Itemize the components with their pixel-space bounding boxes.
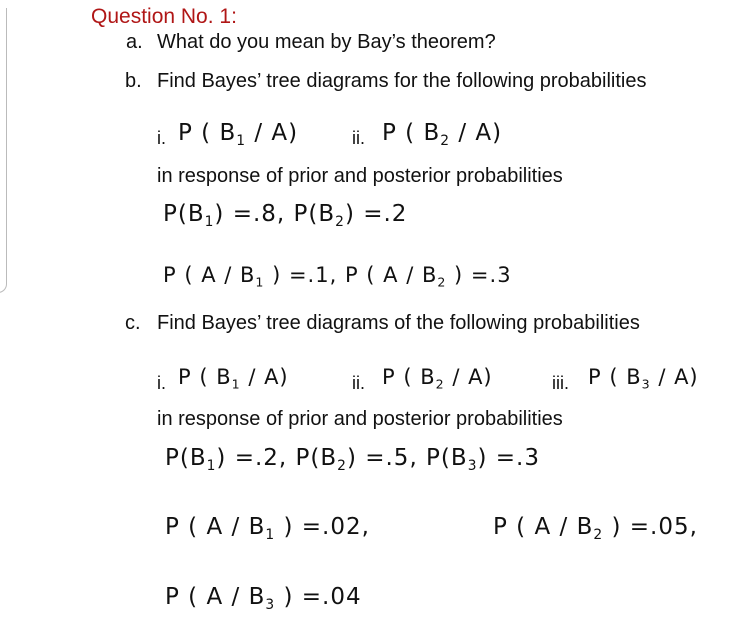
c-part-i-marker: i. [157, 373, 166, 393]
b-part-ii-marker: ii. [352, 128, 365, 148]
c-context: in response of prior and posterior probabilities [157, 408, 563, 430]
item-a-text: What do you mean by Bay’s theorem? [157, 31, 496, 53]
b-part-i-expr: P ( $B_1 / A$) [178, 120, 299, 149]
b-part-i-marker: i. [157, 128, 166, 148]
item-b-marker: b. [125, 70, 142, 92]
c-part-iii-marker: iii. [552, 373, 569, 393]
item-b-text: Find Bayes’ tree diagrams for the following probabilities [157, 70, 647, 92]
item-c-marker: c. [125, 312, 141, 334]
c-priors: $P(B_1) =.2$, $P(B_2) =.5$, $P(B_3) =.3$ [165, 445, 540, 474]
item-c-text: Find Bayes’ tree diagrams of the following probabilities [157, 312, 640, 334]
b-likelihoods: P ( A / $B_1$ ) =.1, P ( A / $B_2$ ) =.3 [163, 263, 512, 290]
question-title: Question No. 1: [91, 5, 237, 28]
c-part-iii-expr: P ( $B_3 / A$) [588, 365, 699, 392]
b-context: in response of prior and posterior probabilities [157, 165, 563, 187]
c-likelihood-2: P ( A / $B_2$ ) =.05, [493, 514, 698, 543]
c-part-i-expr: P ( $B_1 / A$) [178, 365, 289, 392]
b-priors: $P(B_1) =.8$, $P(B_2) =.2$ [163, 201, 408, 230]
item-a-marker: a. [126, 31, 143, 53]
c-likelihood-3: P ( A / $B_3$ ) =.04 [165, 584, 362, 613]
b-part-ii-expr: P ( $B_2 / A$) [382, 120, 503, 149]
c-part-ii-marker: ii. [352, 373, 365, 393]
c-part-ii-expr: P ( $B_2 / A$) [382, 365, 493, 392]
left-margin-bracket [0, 8, 7, 293]
c-likelihood-1: P ( A / $B_1$ ) =.02, [165, 514, 370, 543]
